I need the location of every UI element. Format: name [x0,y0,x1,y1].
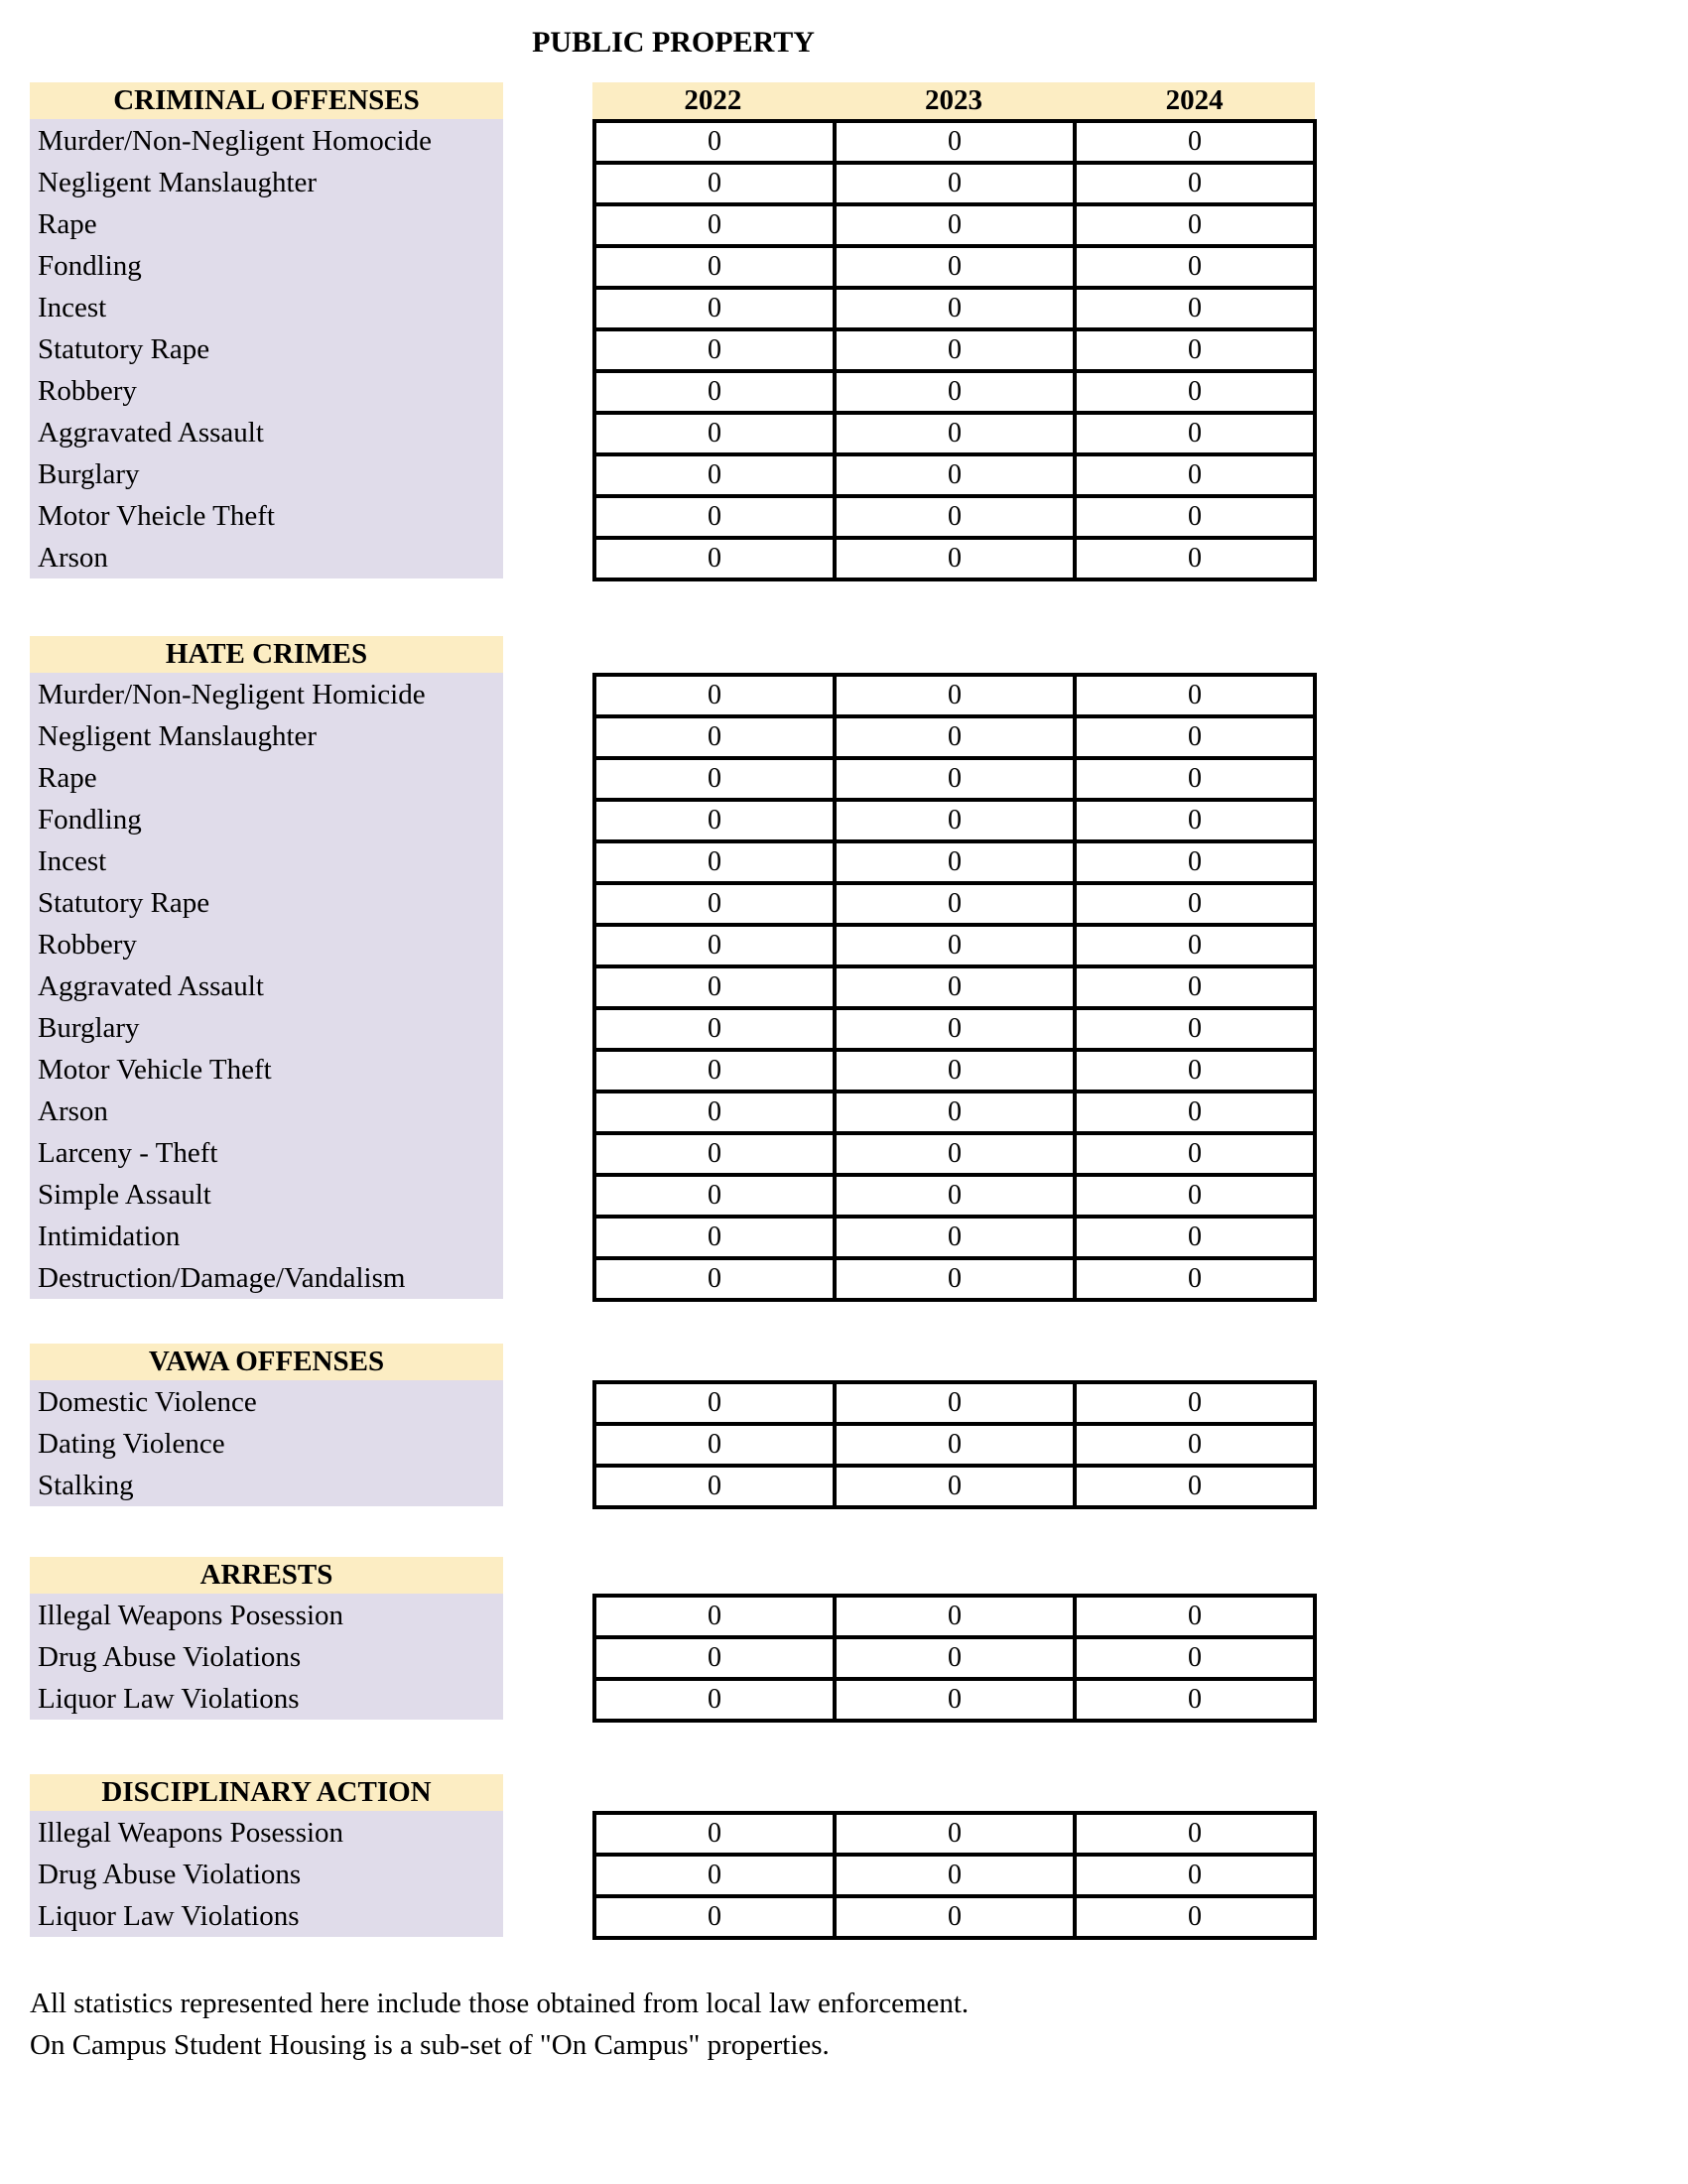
value-cell: 0 [594,675,835,716]
value-cell: 0 [835,1092,1075,1133]
section-body-row [30,1811,1688,1940]
table-row [594,496,1315,538]
section-band-row [30,1557,1688,1594]
value-cell: 0 [594,204,835,246]
table-row [594,1258,1315,1300]
table-row [594,1175,1315,1217]
value-cell: 0 [1075,883,1315,925]
row-label: Simple Assault [38,1179,211,1211]
section-header-hate-crimes [30,636,503,673]
row-label: Negligent Manslaughter [38,167,318,198]
section-header-disciplinary-action [30,1774,503,1811]
section-heading-label: HATE CRIMES [165,638,368,670]
row-label: Larceny - Theft [38,1137,218,1169]
row-label: Aggravated Assault [38,970,264,1002]
table-row [594,246,1315,288]
row-label-column [30,1594,503,1720]
section-band-row [30,1344,1688,1380]
table-row [594,758,1315,800]
table-row [594,121,1315,163]
value-cell: 0 [594,1637,835,1679]
value-cell: 0 [835,496,1075,538]
value-cell: 0 [835,1813,1075,1855]
value-cell: 0 [594,454,835,496]
row-label: Rape [38,208,97,240]
row-label: Statutory Rape [38,333,210,365]
value-cell: 0 [835,675,1075,716]
row-label: Intimidation [38,1220,181,1252]
values-grid-wrap [592,1594,1317,1723]
value-cell: 0 [835,925,1075,966]
value-cell: 0 [835,758,1075,800]
table-row [594,883,1315,925]
row-label: Drug Abuse Violations [38,1641,302,1673]
value-cell: 0 [1075,454,1315,496]
values-grid [592,1811,1317,1940]
section-hate-crimes [30,636,1688,1302]
value-cell: 0 [835,966,1075,1008]
table-row [594,716,1315,758]
value-cell: 0 [1075,716,1315,758]
value-cell: 0 [594,1855,835,1896]
row-label: Statutory Rape [38,887,210,919]
table-row [594,1050,1315,1092]
value-cell: 0 [1075,121,1315,163]
table-row [594,413,1315,454]
value-cell: 0 [835,1133,1075,1175]
value-cell: 0 [1075,1813,1315,1855]
row-label: Fondling [38,804,142,835]
row-label: Murder/Non-Negligent Homocide [38,125,433,157]
section-body-row [30,1594,1688,1723]
value-cell: 0 [1075,1092,1315,1133]
row-label: Fondling [38,250,142,282]
value-cell: 0 [594,925,835,966]
row-label: Incest [38,845,107,877]
value-cell: 0 [1075,1424,1315,1466]
statistics-sections [0,82,1688,1940]
table-row [594,1679,1315,1721]
value-cell: 0 [1075,288,1315,329]
value-cell: 0 [594,1596,835,1637]
row-label: Arson [38,1095,108,1127]
value-cell: 0 [594,1258,835,1300]
table-row [594,163,1315,204]
value-cell: 0 [594,121,835,163]
section-disciplinary-action [30,1774,1688,1940]
value-cell: 0 [1075,246,1315,288]
section-body-row [30,673,1688,1302]
value-cell: 0 [835,800,1075,841]
value-cell: 0 [594,1050,835,1092]
value-cell: 0 [835,1424,1075,1466]
value-cell: 0 [835,413,1075,454]
row-label: Burglary [38,458,140,490]
table-row [594,454,1315,496]
values-grid-wrap [592,119,1317,581]
row-label: Destruction/Damage/Vandalism [38,1262,406,1294]
row-label: Stalking [38,1470,134,1501]
table-row [594,288,1315,329]
table-row [594,800,1315,841]
value-cell: 0 [1075,413,1315,454]
section-header-criminal-offenses [30,82,503,119]
values-grid-wrap [592,673,1317,1302]
value-cell: 0 [835,121,1075,163]
value-cell: 0 [1075,1217,1315,1258]
row-label: Drug Abuse Violations [38,1859,302,1890]
section-vawa-offenses [30,1344,1688,1509]
value-cell: 0 [835,288,1075,329]
value-cell: 0 [835,1175,1075,1217]
value-cell: 0 [835,1258,1075,1300]
row-label: Incest [38,292,107,323]
value-cell: 0 [594,496,835,538]
values-grid [592,119,1317,581]
value-cell: 0 [1075,371,1315,413]
value-cell: 0 [1075,758,1315,800]
value-cell: 0 [594,1217,835,1258]
value-cell: 0 [594,1382,835,1424]
value-cell: 0 [835,329,1075,371]
value-cell: 0 [594,246,835,288]
value-cell: 0 [1075,675,1315,716]
value-cell: 0 [835,1679,1075,1721]
value-cell: 0 [594,288,835,329]
value-cell: 0 [1075,204,1315,246]
table-row [594,1466,1315,1507]
value-cell: 0 [835,204,1075,246]
values-grid [592,1594,1317,1723]
value-cell: 0 [835,1466,1075,1507]
value-cell: 0 [1075,1466,1315,1507]
value-cell: 0 [835,1637,1075,1679]
value-cell: 0 [594,758,835,800]
row-label: Rape [38,762,97,794]
row-label-column [30,1811,503,1937]
row-label: Robbery [38,375,137,407]
value-cell: 0 [835,883,1075,925]
row-label: Arson [38,542,108,574]
section-heading-label: CRIMINAL OFFENSES [113,84,420,116]
year-column-header: 2022 [684,84,742,116]
section-band-row [30,82,1688,119]
value-cell: 0 [594,716,835,758]
value-cell: 0 [1075,1008,1315,1050]
value-cell: 0 [835,1896,1075,1938]
section-header-vawa-offenses [30,1344,503,1380]
value-cell: 0 [1075,1133,1315,1175]
value-cell: 0 [594,883,835,925]
table-row [594,1896,1315,1938]
table-row [594,1092,1315,1133]
value-cell: 0 [594,371,835,413]
row-label-column [30,119,503,578]
page-title: PUBLIC PROPERTY [532,26,815,59]
table-row [594,925,1315,966]
table-row [594,1008,1315,1050]
value-cell: 0 [594,1896,835,1938]
table-row [594,1855,1315,1896]
value-cell: 0 [594,966,835,1008]
row-label-column [30,1380,503,1506]
row-label: Illegal Weapons Posession [38,1600,344,1631]
row-label: Liquor Law Violations [38,1900,300,1932]
row-label: Robbery [38,929,137,961]
values-grid-wrap [592,1380,1317,1509]
value-cell: 0 [594,1175,835,1217]
value-cell: 0 [1075,925,1315,966]
footnote: On Campus Student Housing is a sub-set of "On Campus" properties. [30,2029,830,2061]
section-arrests [30,1557,1688,1723]
value-cell: 0 [835,1050,1075,1092]
value-cell: 0 [1075,496,1315,538]
table-row [594,966,1315,1008]
value-cell: 0 [835,538,1075,579]
value-cell: 0 [594,1133,835,1175]
value-cell: 0 [1075,841,1315,883]
value-cell: 0 [835,1855,1075,1896]
section-heading-label: VAWA OFFENSES [148,1346,385,1377]
value-cell: 0 [835,1382,1075,1424]
footnotes [30,1983,1688,2066]
value-cell: 0 [594,163,835,204]
section-band-row [30,1774,1688,1811]
value-cell: 0 [835,716,1075,758]
year-header-band [592,82,1315,119]
section-body-row [30,1380,1688,1509]
value-cell: 0 [835,1217,1075,1258]
value-cell: 0 [1075,1896,1315,1938]
row-label: Motor Vehicle Theft [38,1054,272,1086]
value-cell: 0 [1075,1679,1315,1721]
value-cell: 0 [1075,1596,1315,1637]
value-cell: 0 [594,1813,835,1855]
value-cell: 0 [835,1596,1075,1637]
table-row [594,1637,1315,1679]
row-label: Aggravated Assault [38,417,264,449]
value-cell: 0 [594,1424,835,1466]
table-row [594,1424,1315,1466]
value-cell: 0 [594,538,835,579]
section-heading-label: ARRESTS [199,1559,333,1591]
value-cell: 0 [594,413,835,454]
values-grid [592,1380,1317,1509]
value-cell: 0 [1075,1382,1315,1424]
table-row [594,1217,1315,1258]
row-label: Dating Violence [38,1428,225,1460]
row-label: Negligent Manslaughter [38,720,318,752]
table-row [594,1133,1315,1175]
row-label-column [30,673,503,1299]
table-row [594,1382,1315,1424]
section-heading-label: DISCIPLINARY ACTION [101,1776,432,1808]
value-cell: 0 [835,163,1075,204]
section-band-row [30,636,1688,673]
section-body-row [30,119,1688,581]
value-cell: 0 [1075,1855,1315,1896]
row-label: Domestic Violence [38,1386,257,1418]
value-cell: 0 [1075,1175,1315,1217]
footnote: All statistics represented here include those obtained from local law enforcement. [30,1988,970,2019]
value-cell: 0 [594,1092,835,1133]
table-row [594,204,1315,246]
value-cell: 0 [1075,538,1315,579]
values-grid-wrap [592,1811,1317,1940]
value-cell: 0 [1075,1637,1315,1679]
row-label: Liquor Law Violations [38,1683,300,1715]
table-row [594,1596,1315,1637]
value-cell: 0 [1075,966,1315,1008]
value-cell: 0 [835,246,1075,288]
value-cell: 0 [1075,329,1315,371]
row-label: Murder/Non-Negligent Homicide [38,679,426,710]
table-row [594,329,1315,371]
table-row [594,1813,1315,1855]
table-row [594,675,1315,716]
table-row [594,841,1315,883]
row-label: Burglary [38,1012,140,1044]
row-label: Motor Vheicle Theft [38,500,275,532]
row-label: Illegal Weapons Posession [38,1817,344,1849]
value-cell: 0 [594,841,835,883]
year-column-header: 2023 [925,84,982,116]
value-cell: 0 [594,1679,835,1721]
section-criminal-offenses [30,82,1688,581]
values-grid [592,673,1317,1302]
value-cell: 0 [835,454,1075,496]
value-cell: 0 [1075,1050,1315,1092]
value-cell: 0 [594,329,835,371]
section-header-arrests [30,1557,503,1594]
value-cell: 0 [1075,800,1315,841]
value-cell: 0 [594,1466,835,1507]
table-row [594,371,1315,413]
value-cell: 0 [594,800,835,841]
value-cell: 0 [835,371,1075,413]
year-column-header: 2024 [1165,84,1224,116]
value-cell: 0 [1075,1258,1315,1300]
value-cell: 0 [1075,163,1315,204]
value-cell: 0 [835,1008,1075,1050]
table-row [594,538,1315,579]
value-cell: 0 [594,1008,835,1050]
value-cell: 0 [835,841,1075,883]
